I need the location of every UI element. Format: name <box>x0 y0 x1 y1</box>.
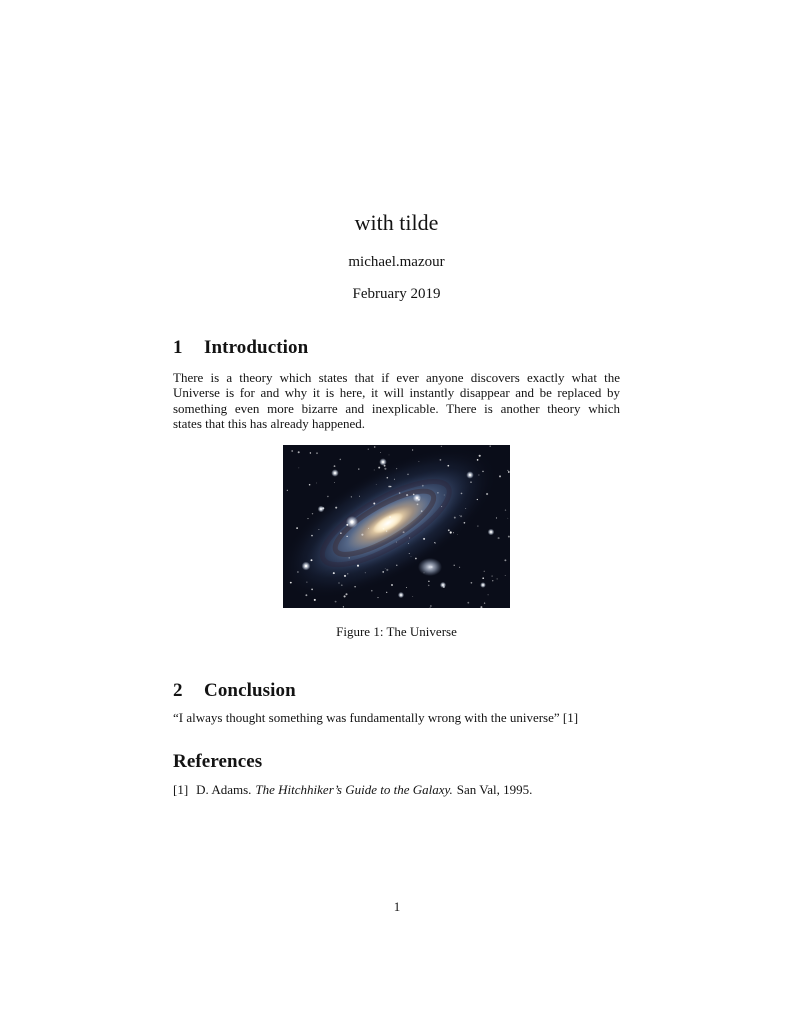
page-number: 1 <box>393 899 401 914</box>
section-title: Introduction <box>204 337 309 358</box>
section-heading-introduction <box>173 336 620 359</box>
companion-galaxy <box>418 558 442 576</box>
section-title: Conclusion <box>204 679 296 701</box>
galaxy-image <box>283 445 510 608</box>
conclusion-quote: “I always thought something was fundamentally wrong with the universe” [1] <box>173 709 579 725</box>
paragraph-line: Universe is for and why it is here, it will instantly disappear and be replaced by <box>173 385 620 401</box>
paragraph-line: something even more bizarre and inexplicable. There is another theory which <box>173 400 620 416</box>
section-number: 2 <box>173 679 183 701</box>
document-date: February 2019 <box>352 286 441 302</box>
section-heading-conclusion <box>173 679 620 702</box>
reference-book-title: The Hitchhiker’s Guide to the Galaxy. <box>255 781 453 797</box>
reference-item <box>173 782 620 798</box>
text-column <box>173 0 620 798</box>
paragraph-line: There is a theory which states that if ever anyone discovers exactly what the <box>173 370 620 385</box>
introduction-paragraph <box>173 370 620 432</box>
document-title: with tilde <box>354 210 439 235</box>
paragraph-line: states that this has already happened. <box>173 416 366 432</box>
reference-label: [1] <box>173 781 189 797</box>
reference-authors: D. Adams. <box>196 781 252 797</box>
references-heading: References <box>173 750 263 772</box>
figure-1 <box>173 445 620 608</box>
section-number: 1 <box>173 337 183 358</box>
figure-caption: Figure 1: The Universe <box>336 623 457 639</box>
reference-publisher: San Val, 1995. <box>456 781 533 797</box>
document-author: michael.mazour <box>348 254 445 270</box>
